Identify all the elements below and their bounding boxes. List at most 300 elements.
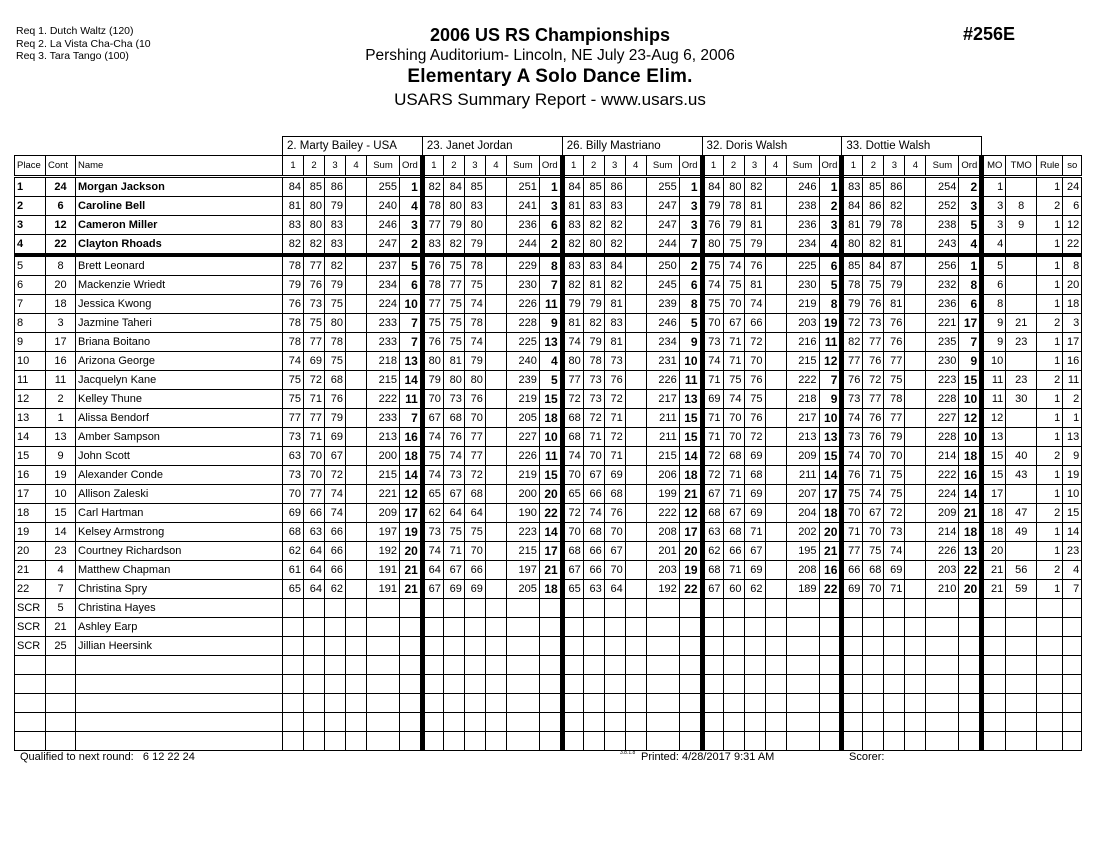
- cont-cell: 18: [46, 295, 76, 314]
- judge-ord-cell: 20: [959, 580, 982, 599]
- judge-score-cell: [346, 333, 367, 352]
- judge-score-cell: 74: [464, 295, 485, 314]
- judge-sum-cell: 219: [506, 390, 539, 409]
- judge-sum-cell: 202: [786, 523, 819, 542]
- judge-score-cell: 64: [422, 561, 443, 580]
- judge-sum-cell: [786, 637, 819, 656]
- judge-sum-cell: 192: [367, 542, 400, 561]
- judge-score-cell: [723, 656, 744, 675]
- judge-sum-cell: 230: [506, 276, 539, 295]
- judge-score-cell: 62: [744, 580, 765, 599]
- judge-ord-cell: 15: [679, 428, 702, 447]
- judge-score-cell: [304, 599, 325, 618]
- judge-score-cell: 75: [702, 295, 723, 314]
- judge-ord-cell: 3: [539, 197, 562, 216]
- judge-score-cell: [485, 618, 506, 637]
- table-row: [15, 656, 1082, 675]
- judge-score-cell: [744, 656, 765, 675]
- judge-sum-cell: 252: [926, 197, 959, 216]
- judge-ord-cell: 20: [679, 542, 702, 561]
- tmo-cell: [1006, 675, 1037, 694]
- mo-cell: 20: [982, 542, 1006, 561]
- judge-score-cell: 78: [283, 314, 304, 333]
- tmo-cell: 59: [1006, 580, 1037, 599]
- judge-ord-cell: [679, 732, 702, 751]
- mo-cell: 9: [982, 314, 1006, 333]
- judge-sum-cell: [786, 732, 819, 751]
- so-cell: 18: [1063, 295, 1082, 314]
- judge-score-cell: 80: [842, 235, 863, 256]
- judge-ord-cell: 1: [819, 177, 842, 197]
- col-judge-score: 1: [562, 156, 583, 177]
- judge-score-cell: [625, 255, 646, 276]
- judge-ord-cell: 16: [400, 428, 423, 447]
- judge-score-cell: 84: [604, 255, 625, 276]
- rule-cell: 2: [1037, 371, 1063, 390]
- judge-score-cell: 69: [464, 580, 485, 599]
- judge-score-cell: 78: [422, 197, 443, 216]
- judge-ord-cell: 7: [819, 371, 842, 390]
- judge-sum-cell: [786, 618, 819, 637]
- judge-score-cell: [905, 390, 926, 409]
- tmo-cell: [1006, 255, 1037, 276]
- judge-score-cell: [346, 447, 367, 466]
- judge-ord-cell: 3: [400, 216, 423, 235]
- cont-cell: 7: [46, 580, 76, 599]
- judge-score-cell: 72: [604, 428, 625, 447]
- judge-score-cell: 74: [702, 276, 723, 295]
- judge-score-cell: 76: [842, 371, 863, 390]
- judge-ord-cell: 16: [819, 561, 842, 580]
- judge-score-cell: 75: [863, 542, 884, 561]
- judge-score-cell: [905, 580, 926, 599]
- cont-cell: 5: [46, 599, 76, 618]
- judge-score-cell: 74: [325, 485, 346, 504]
- judge-score-cell: [485, 333, 506, 352]
- judge-score-cell: 81: [283, 197, 304, 216]
- judge-score-cell: [485, 216, 506, 235]
- rule-cell: [1037, 675, 1063, 694]
- judge-ord-cell: 21: [400, 561, 423, 580]
- judge-score-cell: [464, 637, 485, 656]
- cont-cell: [46, 675, 76, 694]
- judge-score-cell: 66: [723, 542, 744, 561]
- col-judge-score: 2: [443, 156, 464, 177]
- judge-score-cell: 73: [443, 466, 464, 485]
- judge-ord-cell: 15: [959, 371, 982, 390]
- judge-sum-cell: 223: [506, 523, 539, 542]
- judge-score-cell: 68: [604, 485, 625, 504]
- judge-score-cell: 70: [304, 447, 325, 466]
- judge-score-cell: 61: [283, 561, 304, 580]
- judge-score-cell: 67: [702, 580, 723, 599]
- judge-ord-cell: 17: [539, 542, 562, 561]
- judge-score-cell: [464, 656, 485, 675]
- mo-cell: [982, 599, 1006, 618]
- judge-score-cell: [723, 637, 744, 656]
- place-cell: 4: [15, 235, 46, 256]
- results-table: [14, 136, 1082, 751]
- judge-score-cell: 75: [443, 295, 464, 314]
- judge-score-cell: [842, 599, 863, 618]
- judge-sum-cell: 197: [367, 523, 400, 542]
- judge-score-cell: [702, 599, 723, 618]
- judge-sum-cell: 205: [506, 409, 539, 428]
- judge-score-cell: [283, 618, 304, 637]
- judge-ord-cell: 11: [539, 295, 562, 314]
- judge-score-cell: [863, 675, 884, 694]
- judge-score-cell: 73: [842, 428, 863, 447]
- judge-score-cell: 81: [842, 216, 863, 235]
- judge-ord-cell: 14: [819, 466, 842, 485]
- judge-score-cell: 73: [583, 390, 604, 409]
- judge-score-cell: 79: [325, 276, 346, 295]
- judge-ord-cell: [539, 618, 562, 637]
- judge-score-cell: [863, 732, 884, 751]
- judge-ord-cell: 21: [400, 580, 423, 599]
- judge-score-cell: [842, 694, 863, 713]
- rule-cell: 1: [1037, 235, 1063, 256]
- name-cell: Brett Leonard: [76, 255, 283, 276]
- judge-score-cell: 71: [723, 485, 744, 504]
- judge-score-cell: [625, 352, 646, 371]
- judge-score-cell: 72: [702, 447, 723, 466]
- judge-score-cell: 71: [702, 409, 723, 428]
- judge-score-cell: 79: [723, 216, 744, 235]
- judge-sum-cell: 214: [926, 447, 959, 466]
- so-cell: 23: [1063, 542, 1082, 561]
- judge-score-cell: 67: [604, 542, 625, 561]
- judge-score-cell: 76: [325, 390, 346, 409]
- judge-ord-cell: [819, 656, 842, 675]
- judge-sum-cell: 225: [506, 333, 539, 352]
- judge-score-cell: 86: [604, 177, 625, 197]
- championship-title: 2006 US RS Championships: [429, 25, 671, 45]
- judge-score-cell: 69: [744, 485, 765, 504]
- judge-score-cell: 82: [422, 177, 443, 197]
- so-cell: 16: [1063, 352, 1082, 371]
- table-row: [15, 235, 1082, 256]
- col-judge-score: 1: [422, 156, 443, 177]
- judge-score-cell: [325, 618, 346, 637]
- judge-score-cell: 70: [583, 447, 604, 466]
- judge-sum-cell: 236: [926, 295, 959, 314]
- judge-score-cell: [702, 694, 723, 713]
- rule-cell: [1037, 732, 1063, 751]
- report-titles: [330, 24, 770, 111]
- judge-sum-cell: 243: [926, 235, 959, 256]
- judge-ord-cell: 5: [959, 216, 982, 235]
- judge-sum-cell: [367, 656, 400, 675]
- judge-score-cell: 77: [562, 371, 583, 390]
- judge-score-cell: 76: [863, 352, 884, 371]
- judge-score-cell: 68: [562, 542, 583, 561]
- judge-score-cell: 71: [723, 466, 744, 485]
- col-judge-sum: Sum: [786, 156, 819, 177]
- judge-ord-cell: [400, 675, 423, 694]
- judge-score-cell: 73: [863, 314, 884, 333]
- judge-sum-cell: 226: [506, 447, 539, 466]
- cont-cell: 17: [46, 333, 76, 352]
- judge-score-cell: 66: [304, 504, 325, 523]
- name-cell: [76, 694, 283, 713]
- judge-ord-cell: 20: [819, 523, 842, 542]
- judge-score-cell: 70: [304, 466, 325, 485]
- col-judge-ord: Ord: [679, 156, 702, 177]
- mo-cell: [982, 694, 1006, 713]
- judge-sum-cell: 228: [926, 428, 959, 447]
- judge-ord-cell: [679, 656, 702, 675]
- rule-cell: 2: [1037, 314, 1063, 333]
- judge-score-cell: 68: [702, 504, 723, 523]
- judge-score-cell: 79: [884, 428, 905, 447]
- judge-score-cell: 68: [562, 428, 583, 447]
- name-cell: Kelsey Armstrong: [76, 523, 283, 542]
- judge-score-cell: 66: [325, 542, 346, 561]
- judge-ord-cell: [959, 618, 982, 637]
- place-cell: 12: [15, 390, 46, 409]
- judge-score-cell: 78: [325, 333, 346, 352]
- judge-score-cell: 77: [842, 352, 863, 371]
- name-cell: Jacquelyn Kane: [76, 371, 283, 390]
- judge-score-cell: [702, 618, 723, 637]
- judge-score-cell: 83: [325, 235, 346, 256]
- judge-score-cell: [562, 675, 583, 694]
- table-row: [15, 295, 1082, 314]
- judge-score-cell: [485, 713, 506, 732]
- judge-score-cell: 70: [283, 485, 304, 504]
- judge-score-cell: 80: [443, 197, 464, 216]
- judge-score-cell: 75: [744, 390, 765, 409]
- judge-sum-cell: 214: [926, 523, 959, 542]
- judge-score-cell: [583, 656, 604, 675]
- judge-score-cell: 80: [583, 235, 604, 256]
- judge-ord-cell: 7: [539, 276, 562, 295]
- so-cell: 24: [1063, 177, 1082, 197]
- judge-score-cell: 77: [842, 542, 863, 561]
- judge-score-cell: 71: [702, 428, 723, 447]
- judge-score-cell: [625, 216, 646, 235]
- judge-ord-cell: [679, 675, 702, 694]
- place-cell: 17: [15, 485, 46, 504]
- judge-sum-cell: 213: [367, 428, 400, 447]
- judge-sum-cell: [506, 618, 539, 637]
- judge-score-cell: 81: [744, 197, 765, 216]
- judge-sum-cell: 239: [646, 295, 679, 314]
- judge-score-cell: [346, 295, 367, 314]
- judge-score-cell: [485, 485, 506, 504]
- judge-score-cell: [884, 713, 905, 732]
- cont-cell: 21: [46, 618, 76, 637]
- judge-ord-cell: 9: [819, 390, 842, 409]
- so-cell: 10: [1063, 485, 1082, 504]
- judge-score-cell: 70: [604, 561, 625, 580]
- so-cell: 20: [1063, 276, 1082, 295]
- judge-score-cell: [744, 713, 765, 732]
- judge-score-cell: [905, 618, 926, 637]
- judge-score-cell: 77: [304, 409, 325, 428]
- rule-cell: 2: [1037, 561, 1063, 580]
- place-cell: 6: [15, 276, 46, 295]
- judge-score-cell: 75: [842, 485, 863, 504]
- tmo-cell: [1006, 177, 1037, 197]
- judge-score-cell: [905, 637, 926, 656]
- so-cell: 12: [1063, 216, 1082, 235]
- judge-ord-cell: 8: [959, 276, 982, 295]
- judge-score-cell: 86: [325, 177, 346, 197]
- judge-score-cell: 78: [842, 276, 863, 295]
- col-place: Place: [15, 156, 46, 177]
- judge-score-cell: 73: [422, 523, 443, 542]
- judge-score-cell: [765, 656, 786, 675]
- judge-score-cell: 75: [464, 523, 485, 542]
- judge-score-cell: 74: [723, 255, 744, 276]
- judge-score-cell: [562, 656, 583, 675]
- judge-score-cell: 73: [842, 390, 863, 409]
- judge-score-cell: [744, 637, 765, 656]
- judge-score-cell: 83: [325, 216, 346, 235]
- judge-ord-cell: [539, 637, 562, 656]
- judge-score-cell: 82: [604, 235, 625, 256]
- table-row: [15, 504, 1082, 523]
- judge-sum-cell: 236: [786, 216, 819, 235]
- judge-score-cell: [723, 694, 744, 713]
- judge-score-cell: 83: [562, 216, 583, 235]
- judge-score-cell: 70: [422, 390, 443, 409]
- judge-ord-cell: [679, 618, 702, 637]
- judge-score-cell: [485, 504, 506, 523]
- judge-sum-cell: [926, 618, 959, 637]
- place-cell: [15, 713, 46, 732]
- judge-score-cell: [744, 675, 765, 694]
- judge-score-cell: [625, 694, 646, 713]
- judge-ord-cell: [400, 713, 423, 732]
- cont-cell: 14: [46, 523, 76, 542]
- so-cell: 3: [1063, 314, 1082, 333]
- judge-score-cell: [562, 713, 583, 732]
- place-cell: SCR: [15, 599, 46, 618]
- judge-ord-cell: [959, 713, 982, 732]
- name-cell: Amber Sampson: [76, 428, 283, 447]
- so-cell: [1063, 732, 1082, 751]
- place-cell: 16: [15, 466, 46, 485]
- judge-score-cell: [765, 599, 786, 618]
- judge-score-cell: 68: [562, 409, 583, 428]
- judge-ord-cell: 10: [959, 428, 982, 447]
- judge-score-cell: 62: [422, 504, 443, 523]
- name-cell: [76, 732, 283, 751]
- so-cell: [1063, 618, 1082, 637]
- col-judge-ord: Ord: [959, 156, 982, 177]
- judge-score-cell: 70: [863, 523, 884, 542]
- judge-score-cell: [485, 295, 506, 314]
- judge-score-cell: [765, 255, 786, 276]
- judge-score-cell: 70: [744, 352, 765, 371]
- judge-score-cell: 80: [723, 177, 744, 197]
- judge-score-cell: 69: [304, 352, 325, 371]
- judge-score-cell: [905, 255, 926, 276]
- judge-score-cell: 72: [744, 428, 765, 447]
- judge-sum-cell: 199: [646, 485, 679, 504]
- judge-score-cell: 79: [863, 216, 884, 235]
- judge-ord-cell: [819, 732, 842, 751]
- table-row: [15, 371, 1082, 390]
- judge-sum-cell: 246: [646, 314, 679, 333]
- judge-score-cell: 69: [283, 504, 304, 523]
- judge-score-cell: 66: [583, 542, 604, 561]
- judge-ord-cell: 22: [539, 504, 562, 523]
- rule-cell: 1: [1037, 352, 1063, 371]
- judge-score-cell: [485, 732, 506, 751]
- place-cell: 19: [15, 523, 46, 542]
- judge-score-cell: 74: [562, 447, 583, 466]
- judge-score-cell: [464, 675, 485, 694]
- judge-score-cell: 64: [464, 504, 485, 523]
- place-cell: SCR: [15, 637, 46, 656]
- col-judge-score: 3: [604, 156, 625, 177]
- judge-sum-cell: 205: [506, 580, 539, 599]
- judge-score-cell: [625, 713, 646, 732]
- judge-ord-cell: 13: [679, 390, 702, 409]
- judge-score-cell: [485, 637, 506, 656]
- rule-cell: [1037, 713, 1063, 732]
- judge-score-cell: [905, 428, 926, 447]
- judge-score-cell: [464, 599, 485, 618]
- so-cell: 9: [1063, 447, 1082, 466]
- judge-ord-cell: 15: [539, 466, 562, 485]
- judge-sum-cell: 234: [786, 235, 819, 256]
- judge-score-cell: 63: [702, 523, 723, 542]
- judge-score-cell: 79: [842, 295, 863, 314]
- name-cell: Mackenzie Wriedt: [76, 276, 283, 295]
- judge-score-cell: [583, 637, 604, 656]
- col-judge-score: 4: [765, 156, 786, 177]
- judge-ord-cell: 21: [959, 504, 982, 523]
- judge-ord-cell: 18: [959, 523, 982, 542]
- judge-score-cell: 81: [562, 314, 583, 333]
- judge-score-cell: [765, 675, 786, 694]
- judge-score-cell: [346, 177, 367, 197]
- judge-ord-cell: 18: [959, 447, 982, 466]
- mo-cell: 4: [982, 235, 1006, 256]
- cont-cell: 16: [46, 352, 76, 371]
- mo-cell: 1: [982, 177, 1006, 197]
- tmo-cell: 49: [1006, 523, 1037, 542]
- judge-score-cell: 85: [842, 255, 863, 276]
- judge-score-cell: 85: [304, 177, 325, 197]
- judge-sum-cell: [506, 656, 539, 675]
- judge-score-cell: 72: [562, 390, 583, 409]
- judge-score-cell: [625, 314, 646, 333]
- judge-sum-cell: [646, 694, 679, 713]
- judge-score-cell: 79: [325, 197, 346, 216]
- cont-cell: 13: [46, 428, 76, 447]
- table-row: [15, 675, 1082, 694]
- judge-score-cell: [625, 333, 646, 352]
- judge-score-cell: [905, 732, 926, 751]
- judge-score-cell: [583, 599, 604, 618]
- judge-score-cell: [905, 235, 926, 256]
- judge-score-cell: 79: [583, 333, 604, 352]
- judge-ord-cell: 15: [679, 409, 702, 428]
- judge-sum-cell: 207: [786, 485, 819, 504]
- judge-score-cell: [485, 561, 506, 580]
- name-cell: John Scott: [76, 447, 283, 466]
- name-cell: Briana Boitano: [76, 333, 283, 352]
- judge-ord-cell: 17: [959, 314, 982, 333]
- mo-cell: 9: [982, 333, 1006, 352]
- judge-score-cell: 79: [464, 235, 485, 256]
